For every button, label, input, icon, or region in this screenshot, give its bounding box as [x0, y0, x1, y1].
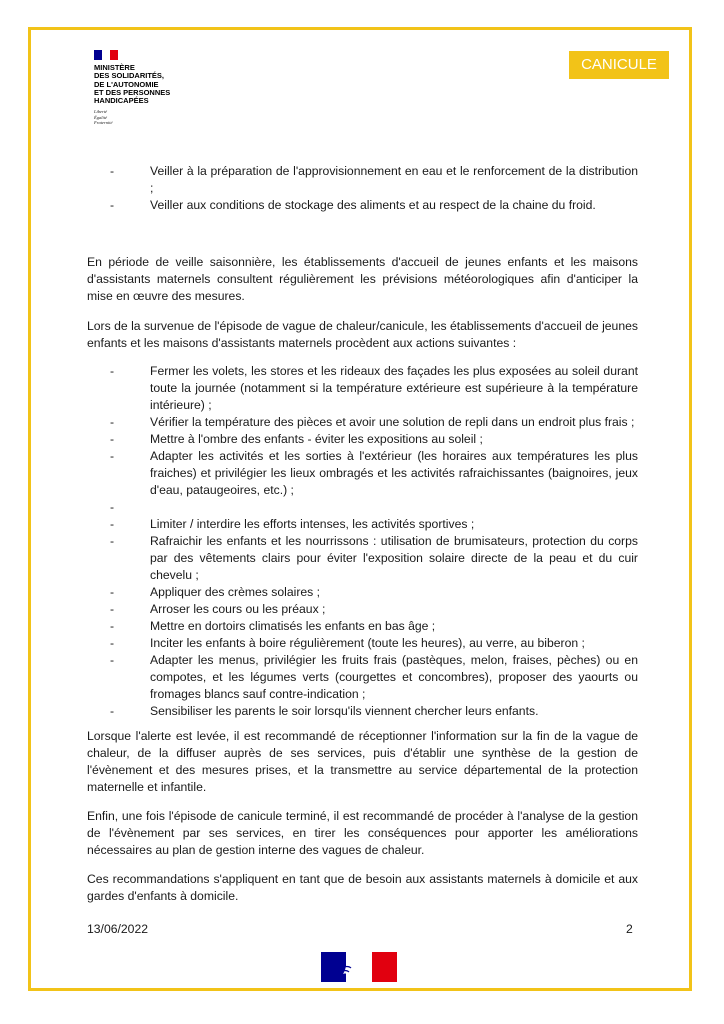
paragraph: Lors de la survenue de l'épisode de vague de chaleur/canicule, les établissements d'accueil de jeunes enfants et les maisons d'assistants maternels procèdent aux actions suivantes :	[87, 319, 638, 350]
paragraph: Lorsque l'alerte est levée, il est recommandé de réceptionner l'information sur la fin de la vague de chaleur, de la diffuser auprès de ses services, puis d'établir une synthèse de la gestion de l'évènement et des mesures prises, et la transmettre au service départemental de la protection maternelle et infantile.	[87, 729, 638, 794]
actions-list	[87, 363, 638, 720]
paragraph: Ces recommandations s'appliquent en tant que de besoin aux assistants maternels à domicile et aux gardes d'enfants à domicile.	[87, 872, 638, 903]
list-item: -	[110, 500, 115, 514]
list-item: - Fermer les volets, les stores et les rideaux des façades les plus exposées au soleil durant toute la journée (notamment si la température extérieure est supérieure à la température intérieure) ;	[110, 364, 638, 412]
paragraph: En période de veille saisonnière, les établissements d'accueil de jeunes enfants et les maisons d'assistants maternels consultent régulièrement les prévisions météorologiques afin d'anticiper la mise en œuvre des mesures.	[87, 255, 638, 303]
paragraph: Enfin, une fois l'épisode de canicule terminé, il est recommandé de procéder à l'analyse de la gestion de l'évènement par ses services, en tirer les conséquences pour apporter les améliorations nécessaires au plan de gestion interne des vagues de chaleur.	[87, 809, 638, 857]
main-body	[87, 254, 638, 905]
list-item: - Vérifier la température des pièces et avoir une solution de repli dans un endroit plus frais ;	[110, 415, 635, 429]
republic-motto: Liberté Égalité Fraternité	[94, 109, 113, 126]
list-item: - Veiller aux conditions de stockage des aliments et au respect de la chaine du froid.	[110, 198, 596, 212]
french-flag-icon	[94, 50, 118, 60]
list-item: - Arroser les cours ou les préaux ;	[110, 602, 326, 616]
marianne-logo-icon	[321, 952, 397, 982]
page-number: 2	[626, 922, 633, 936]
list-item: - Rafraichir les enfants et les nourrissons : utilisation de brumisateurs, protection du corps par des vêtements clairs pour éviter l'exposition solaire directe de la peau et du cuir chevelu ;	[110, 534, 638, 582]
list-item: - Inciter les enfants à boire régulièrement (toute les heures), au verre, au biberon ;	[110, 636, 585, 650]
list-item: - Mettre en dortoirs climatisés les enfants en bas âge ;	[110, 619, 436, 633]
list-item: - Adapter les menus, privilégier les fruits frais (pastèques, melon, fraises, pèches) ou en compotes, et les légumes verts (courgettes et concombres), proposer des yaourts ou fromages blancs sauf contre-indication ;	[110, 653, 638, 701]
footer-date: 13/06/2022	[87, 922, 148, 936]
ministry-logo	[94, 50, 214, 126]
list-item: - Veiller à la préparation de l'approvisionnement en eau et le renforcement de la distribution ;	[110, 164, 638, 195]
list-item: - Adapter les activités et les sorties à l'extérieur (les horaires aux températures les plus fraiches) et privilégier les lieux ombragés et les activités rafraichissantes (baignoires, jeux d'eau, pataugeoires, etc.) ;	[110, 449, 638, 497]
list-item: - Sensibiliser les parents le soir lorsqu'ils viennent chercher leurs enfants.	[110, 704, 539, 718]
list-item: - Mettre à l'ombre des enfants - éviter les expositions au soleil ;	[110, 432, 483, 446]
top-list	[87, 163, 638, 214]
ministry-name: MINISTÈRE DES SOLIDARITÉS, DE L'AUTONOMIE ET DES PERSONNES HANDICAPÉES	[94, 63, 171, 106]
topic-badge: CANICULE	[569, 51, 669, 79]
list-item: - Appliquer des crèmes solaires ;	[110, 585, 321, 599]
list-item: - Limiter / interdire les efforts intenses, les activités sportives ;	[110, 517, 475, 531]
